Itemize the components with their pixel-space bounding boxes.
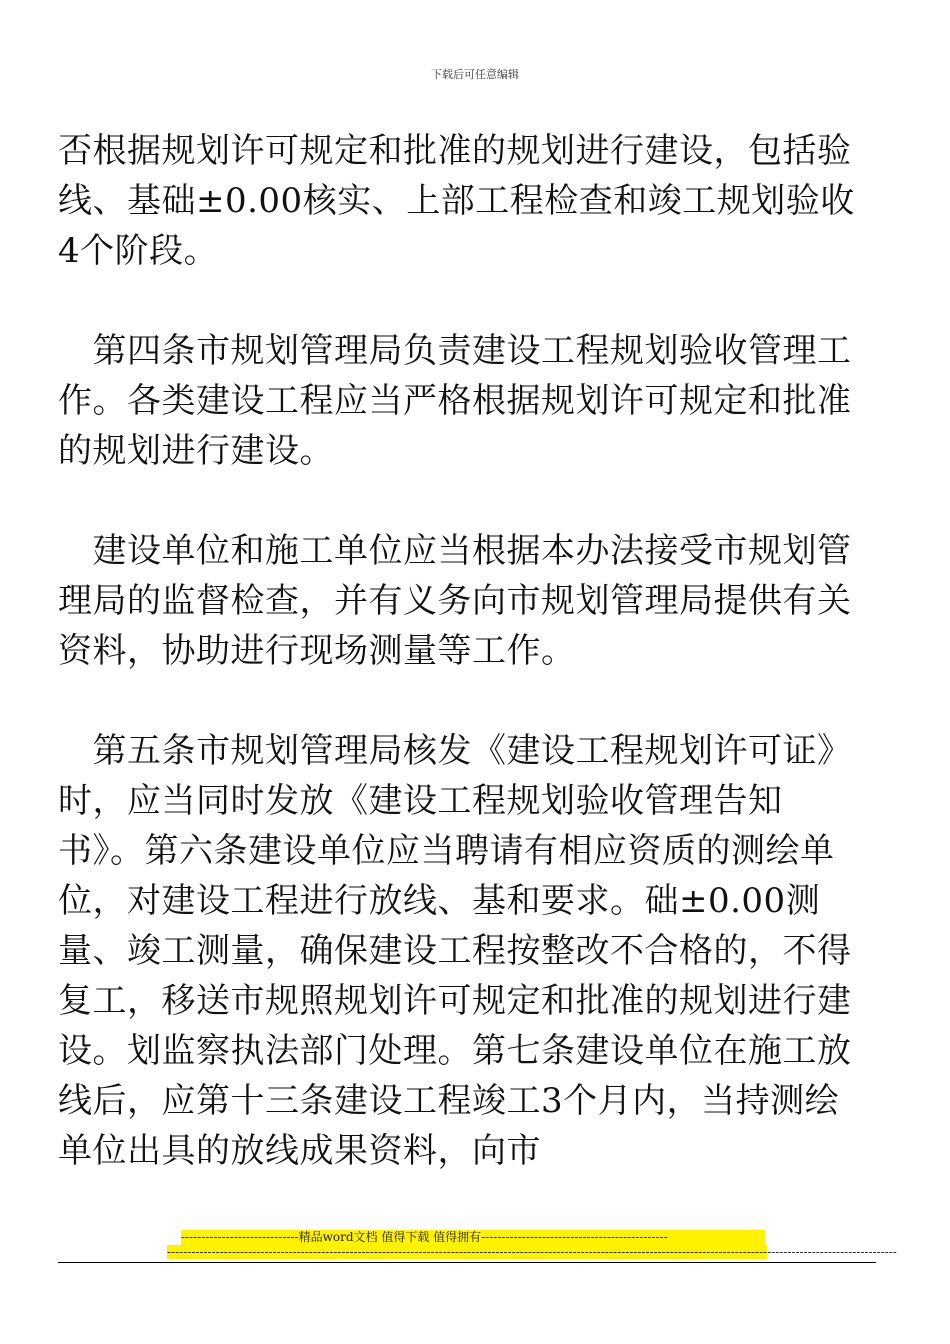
header-note: 下载后可任意编辑 — [431, 68, 519, 81]
footer-banner-line-1: -----------------------------精品word文档 值得下载 值得拥有---------------------------------------------- — [181, 1230, 765, 1245]
paragraph-continuation: 否根据规划许可规定和批准的规划进行建设，包括验线、基础±0.00核实、上部工程检查和竣工规划验收4个阶段。 — [58, 131, 855, 271]
paragraph-supervision: 建设单位和施工单位应当根据本办法接受市规划管理局的监督检查，并有义务向市规划管理局提供有关资料，协助进行现场测量等工作。 — [58, 531, 852, 671]
footer-banner-line-2: ------------------------------------------------------------------------------------------------------------------------------------------------------------------------------------ — [167, 1245, 897, 1259]
footer-divider — [58, 1262, 876, 1263]
paragraph-article-4: 第四条市规划管理局负责建设工程规划验收管理工作。各类建设工程应当严格根据规划许可规定和批准的规划进行建设。 — [58, 331, 852, 471]
footer-banner — [167, 1230, 897, 1259]
paragraph-article-5: 第五条市规划管理局核发《建设工程规划许可证》时，应当同时发放《建设工程规划验收管理告知书》。第六条建设单位应当聘请有相应资质的测绘单位，对建设工程进行放线、基和要求。础±0.00测量、竣工测量，确保建设工程按整改不合格的，不得复工，移送市规照规划许可规定和批准的规划进行建设。划监察执法部门处理。第七条建设单位在施工放线后，应第十三条建设工程竣工3个月内，当持测绘单位出具的放线成果资料，向市 — [58, 731, 852, 1171]
document-body — [58, 126, 858, 1176]
